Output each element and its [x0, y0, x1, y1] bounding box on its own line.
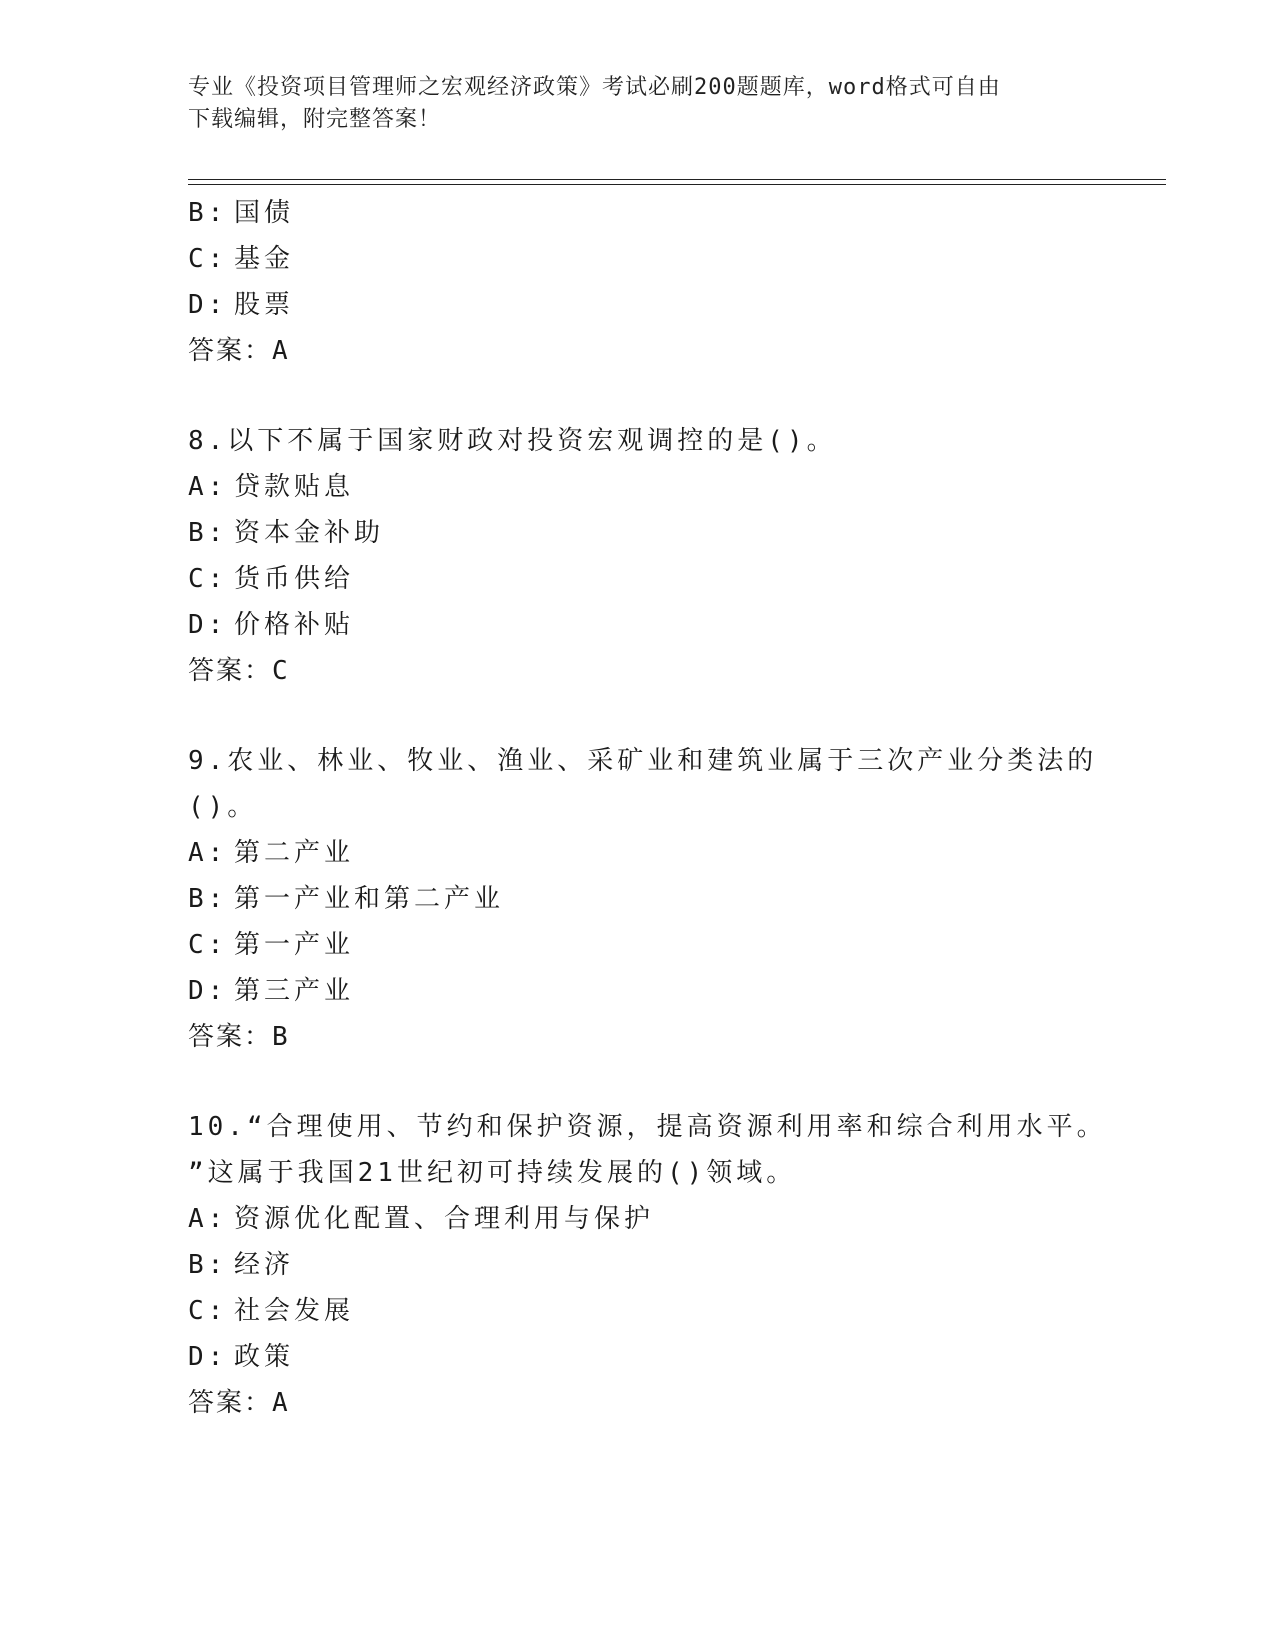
header-line-2: 下载编辑，附完整答案！: [188, 107, 442, 132]
option-text: 第二产业: [234, 838, 355, 868]
option-text: 资源优化配置、合理利用与保护: [234, 1204, 655, 1234]
answer-line: 答案：C: [188, 656, 290, 686]
question-text-continued: ”这属于我国21世纪初可持续发展的()领域。: [188, 1158, 797, 1188]
option-text: 价格补贴: [234, 610, 355, 640]
option-c: [188, 1288, 1088, 1334]
answer-line: 答案：A: [188, 336, 290, 366]
option-a: [188, 830, 1088, 876]
question-text: 8.以下不属于国家财政对投资宏观调控的是()。: [188, 426, 837, 456]
answer-line: 答案：A: [188, 1388, 290, 1418]
option-label: B:: [188, 884, 228, 914]
option-label: B:: [188, 518, 228, 548]
option-text: 国债: [234, 198, 295, 228]
header-divider-bottom: [188, 184, 1166, 185]
option-b: [188, 190, 1088, 236]
option-label: B:: [188, 1250, 228, 1280]
option-label: D:: [188, 610, 228, 640]
option-label: A:: [188, 472, 228, 502]
option-label: B:: [188, 198, 228, 228]
question-8: [188, 418, 1088, 694]
option-label: D:: [188, 290, 228, 320]
option-a: [188, 1196, 1088, 1242]
option-text: 资本金补助: [234, 518, 385, 548]
question-text: 9.农业、林业、牧业、渔业、采矿业和建筑业属于三次产业分类法的: [188, 746, 1098, 776]
document-body: [188, 190, 1107, 1426]
option-text: 股票: [234, 290, 295, 320]
header-divider-top: [188, 179, 1166, 180]
option-label: C:: [188, 1296, 228, 1326]
option-text: 社会发展: [234, 1296, 355, 1326]
option-d: [188, 1334, 1088, 1380]
question-partial: [188, 190, 1088, 374]
option-text: 第三产业: [234, 976, 355, 1006]
option-text: 第一产业和第二产业: [234, 884, 505, 914]
option-a: [188, 464, 1088, 510]
option-label: D:: [188, 976, 228, 1006]
option-text: 政策: [234, 1342, 295, 1372]
option-c: [188, 922, 1088, 968]
option-c: [188, 236, 1088, 282]
option-label: C:: [188, 244, 228, 274]
option-label: A:: [188, 1204, 228, 1234]
option-text: 第一产业: [234, 930, 355, 960]
option-d: [188, 282, 1088, 328]
option-b: [188, 1242, 1088, 1288]
question-10: [188, 1104, 1107, 1426]
option-text: 经济: [234, 1250, 295, 1280]
option-label: C:: [188, 930, 228, 960]
option-label: A:: [188, 838, 228, 868]
option-text: 贷款贴息: [234, 472, 355, 502]
option-label: D:: [188, 1342, 228, 1372]
option-d: [188, 602, 1088, 648]
option-d: [188, 968, 1088, 1014]
answer-line: 答案：B: [188, 1022, 290, 1052]
question-text-continued: ()。: [188, 792, 258, 822]
document-header: [188, 72, 1088, 136]
option-text: 基金: [234, 244, 295, 274]
header-line-1: 专业《投资项目管理师之宏观经济政策》考试必刷200题题库，word格式可自由: [188, 75, 1001, 100]
option-b: [188, 876, 1088, 922]
option-label: C:: [188, 564, 228, 594]
option-c: [188, 556, 1088, 602]
question-9: [188, 738, 1098, 1060]
question-text: 10.“合理使用、节约和保护资源，提高资源利用率和综合利用水平。: [188, 1112, 1107, 1142]
option-b: [188, 510, 1088, 556]
option-text: 货币供给: [234, 564, 355, 594]
